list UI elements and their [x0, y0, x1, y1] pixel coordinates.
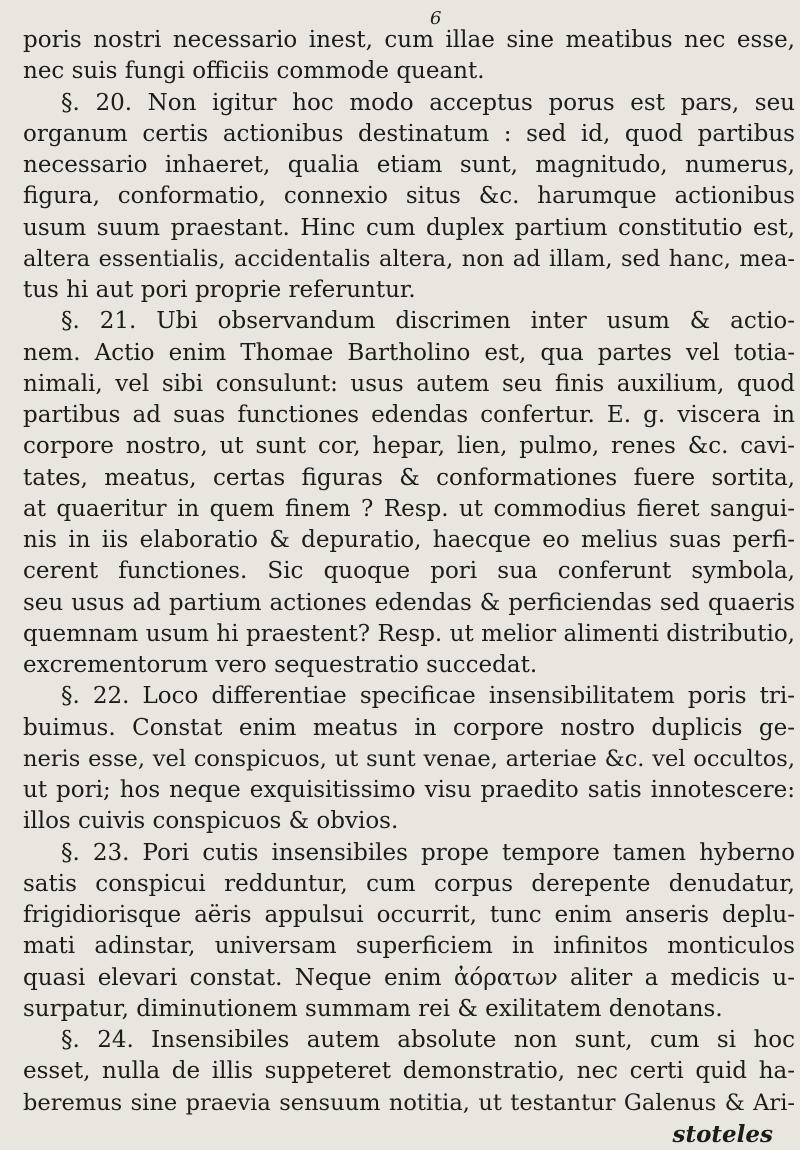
- text-line: necessario inhaeret, qualia etiam sunt, magnitudo, numerus,: [23, 152, 795, 178]
- text-line: surpatur, diminutionem summam rei & exilitatem denotans.: [23, 995, 723, 1022]
- text-line: at quaeritur in quem finem ? Resp. ut commodius fieret sangui-: [23, 495, 795, 522]
- text-line: satis conspicui redduntur, cum corpus derepente denudatur,: [23, 870, 795, 897]
- text-line: frigidiorisque aëris appulsui occurrit, tunc enim anseris deplu-: [23, 902, 795, 928]
- text-line: nis in iis elaboratio & depuratio, haecque eo melius suas perfi-: [23, 527, 795, 553]
- text-line: illos cuivis conspicuos & obvios.: [23, 808, 399, 835]
- text-line: poris nostri necessario inest, cum illae sine meatibus nec esse,: [23, 27, 795, 53]
- text-line: usum suum praestant. Hinc cum duplex partium constitutio est,: [23, 214, 795, 241]
- text-line: quasi elevari constat. Neque enim ἀόρατων aliter a medicis u-: [23, 964, 795, 991]
- section-21-start: §. 21. Ubi observandum discrimen inter usum & actio-: [61, 308, 795, 335]
- text-line: excrementorum vero sequestratio succedat.: [23, 652, 538, 678]
- text-line: neris esse, vel conspicuos, ut sunt venae, arteriae &c. vel occultos,: [23, 745, 795, 772]
- page-text: [23, 25, 795, 1150]
- text-line: beremus sine praevia sensuum notitia, ut testantur Galenus & Ari-: [23, 1089, 795, 1116]
- text-line: esset, nulla de illis suppeteret demonstratio, nec certi quid ha-: [23, 1058, 795, 1085]
- text-line: quemnam usum hi praestent? Resp. ut melior alimenti distributio,: [23, 620, 795, 647]
- text-line: nem. Actio enim Thomae Bartholino est, qua partes vel totia-: [23, 339, 795, 366]
- section-23-start: §. 23. Pori cutis insensibiles prope tempore tamen hyberno: [61, 839, 795, 866]
- text-line: buimus. Constat enim meatus in corpore nostro duplicis ge-: [23, 714, 795, 741]
- text-line: seu usus ad partium actiones edendas & perficiendas sed quaeris: [23, 589, 795, 616]
- text-line: nimali, vel sibi consulunt: usus autem seu finis auxilium, quod: [23, 370, 795, 397]
- catchword: stoteles: [672, 1120, 773, 1148]
- text-line: partibus ad suas functiones edendas confertur. E. g. viscera in: [23, 402, 795, 428]
- section-24-start: §. 24. Insensibiles autem absolute non sunt, cum si hoc: [61, 1027, 795, 1053]
- text-line: corpore nostro, ut sunt cor, hepar, lien, pulmo, renes &c. cavi-: [23, 433, 795, 460]
- text-line: organum certis actionibus destinatum : sed id, quod partibus: [23, 120, 795, 147]
- text-line: cerent functiones. Sic quoque pori sua conferunt symbola,: [23, 558, 795, 585]
- text-line: tus hi aut pori proprie referuntur.: [23, 277, 416, 303]
- section-22-start: §. 22. Loco differentiae specificae insensibilitatem poris tri-: [61, 683, 795, 710]
- section-20-start: §. 20. Non igitur hoc modo acceptus porus est pars, seu: [61, 89, 795, 116]
- text-line: mati adinstar, universam superficiem in infinitos monticulos: [23, 933, 795, 960]
- text-line: altera essentialis, accidentalis altera, non ad illam, sed hanc, mea-: [23, 245, 795, 272]
- page-number: 6: [430, 8, 442, 29]
- text-line: tates, meatus, certas figuras & conformationes fuere sortita,: [23, 464, 795, 491]
- text-line: figura, conformatio, connexio situs &c. harumque actionibus: [23, 183, 795, 210]
- text-line: ut pori; hos neque exquisitissimo visu praedito satis innotescere:: [23, 777, 795, 803]
- text-line: nec suis fungi officiis commode queant.: [23, 58, 485, 85]
